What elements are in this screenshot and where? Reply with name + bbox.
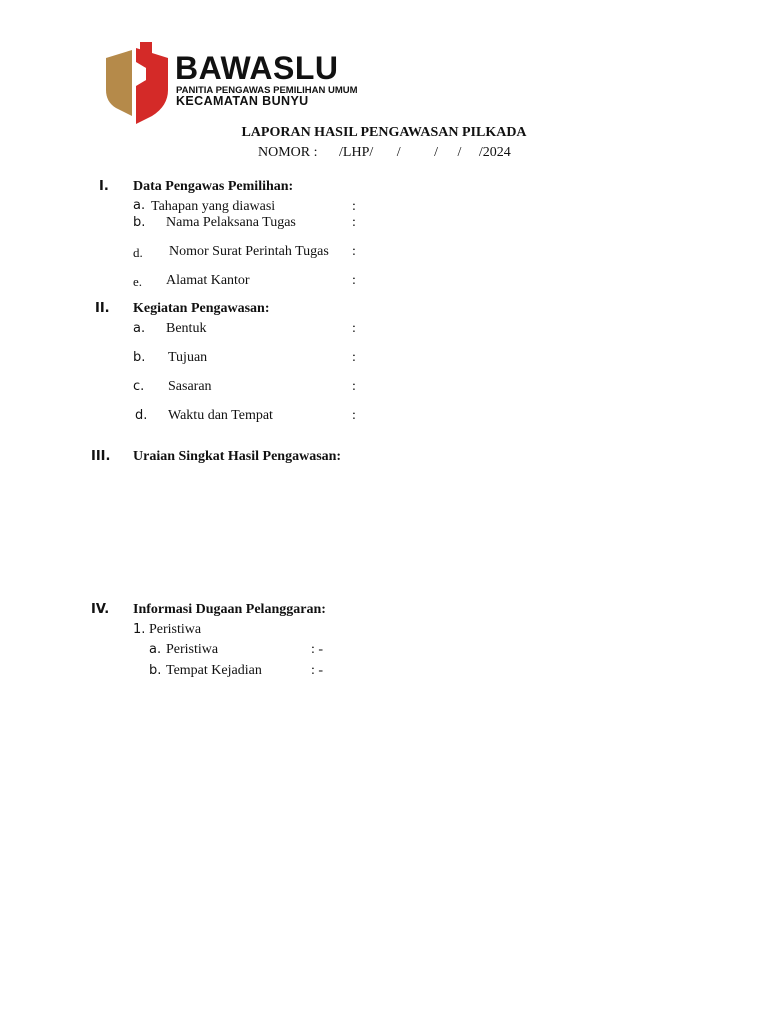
item-label: Nama Pelaksana Tugas	[166, 215, 296, 230]
item-marker: d.	[135, 408, 148, 423]
section-4-heading: Informasi Dugaan Pelanggaran:	[133, 602, 326, 617]
section-3-heading: Uraian Singkat Hasil Pengawasan:	[133, 449, 342, 464]
item-label: Peristiwa	[166, 642, 219, 657]
item-colon: :	[352, 379, 356, 394]
nomor-label: NOMOR :	[258, 145, 318, 160]
nomor-part: /	[434, 145, 439, 160]
bawaslu-logo	[100, 40, 358, 130]
item-colon: :	[352, 244, 356, 259]
item-label: Sasaran	[168, 379, 212, 394]
item-label: Bentuk	[166, 321, 207, 336]
nomor-part: /LHP/	[339, 145, 374, 160]
item-marker: a.	[133, 321, 146, 336]
item-marker: c.	[133, 379, 145, 394]
section-2-numeral: II.	[95, 301, 110, 316]
nomor-part: /2024	[478, 145, 511, 160]
item-colon: :	[352, 321, 356, 336]
item-colon: :	[352, 273, 356, 288]
item-colon: :	[352, 408, 356, 423]
section-1-numeral: I.	[99, 179, 109, 194]
item-marker: a.	[149, 642, 162, 657]
report-title: LAPORAN HASIL PENGAWASAN PILKADA	[241, 125, 527, 140]
section-4-numeral: IV.	[91, 602, 110, 617]
section-3-numeral: III.	[91, 449, 111, 464]
item-marker: a.	[133, 198, 146, 213]
bawaslu-emblem-icon	[102, 42, 174, 128]
item-marker: 1.	[133, 622, 146, 637]
nomor-part: /	[396, 145, 401, 160]
item-label: Nomor Surat Perintah Tugas	[169, 244, 329, 259]
item-label: Tempat Kejadian	[166, 663, 262, 678]
item-marker: b.	[149, 663, 162, 678]
item-marker: d.	[133, 245, 143, 260]
report-number	[258, 145, 511, 161]
section-1-heading: Data Pengawas Pemilihan:	[133, 179, 294, 194]
logo-subtitle: PANITIA PENGAWAS PEMILIHAN UMUM	[176, 85, 358, 96]
item-label: Peristiwa	[149, 622, 202, 637]
item-label: Alamat Kantor	[166, 273, 250, 288]
item-label: Waktu dan Tempat	[168, 408, 273, 423]
item-marker: e.	[133, 274, 143, 289]
nomor-part: /	[457, 145, 462, 160]
item-value: : -	[311, 663, 324, 678]
item-label: Tahapan yang diawasi	[151, 199, 276, 214]
logo-wordmark: BAWASLU	[175, 50, 339, 86]
logo-district: KECAMATAN BUNYU	[176, 94, 309, 108]
section-2-heading: Kegiatan Pengawasan:	[133, 301, 270, 316]
item-colon: :	[352, 199, 356, 214]
item-colon: :	[352, 350, 356, 365]
item-colon: :	[352, 215, 356, 230]
item-marker: b.	[133, 350, 146, 365]
item-value: : -	[311, 642, 324, 657]
item-marker: b.	[133, 215, 146, 230]
item-label: Tujuan	[168, 350, 208, 365]
